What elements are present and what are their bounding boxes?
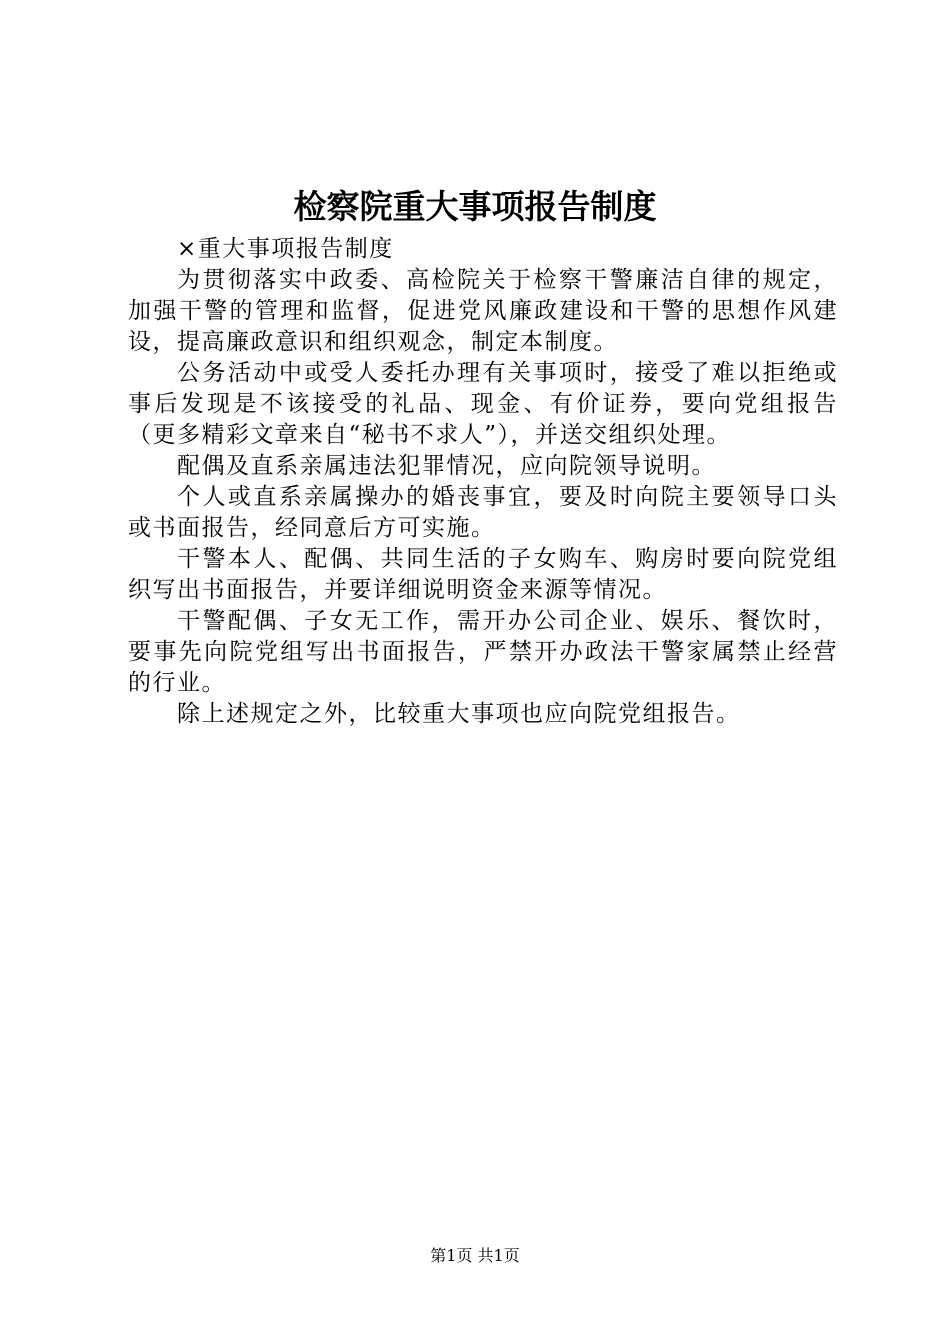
paragraph-heading: ×重大事项报告制度 bbox=[177, 236, 394, 262]
page-number-footer: 第1页 共1页 bbox=[430, 1246, 520, 1265]
paragraph: 除上述规定之外，比较重大事项也应向院党组报告。 bbox=[177, 701, 741, 727]
paragraph: 配偶及直系亲属违法犯罪情况，应向院领导说明。 bbox=[177, 453, 716, 479]
paragraph: 为贯彻落实中政委、高检院关于检察干警廉洁自律的规定，加强干警的管理和监督，促进党风廉政建设和干警的思想作风建设，提高廉政意识和组织观念，制定本制度。 bbox=[128, 267, 838, 355]
document-title: 检察院重大事项报告制度 bbox=[293, 187, 657, 226]
paragraph: 干警本人、配偶、共同生活的子女购车、购房时要向院党组织写出书面报告，并要详细说明资金来源等情况。 bbox=[128, 546, 838, 603]
document-body bbox=[128, 234, 838, 730]
paragraph: 个人或直系亲属操办的婚丧事宜，要及时向院主要领导口头或书面报告，经同意后方可实施。 bbox=[128, 484, 838, 541]
paragraph: 干警配偶、子女无工作，需开办公司企业、娱乐、餐饮时，要事先向院党组写出书面报告，严禁开办政法干警家属禁止经营的行业。 bbox=[128, 608, 838, 696]
paragraph: 公务活动中或受人委托办理有关事项时，接受了难以拒绝或事后发现是不该接受的礼品、现金、有价证券，要向党组报告（更多精彩文章来自“秘书不求人”），并送交组织处理。 bbox=[128, 360, 838, 448]
